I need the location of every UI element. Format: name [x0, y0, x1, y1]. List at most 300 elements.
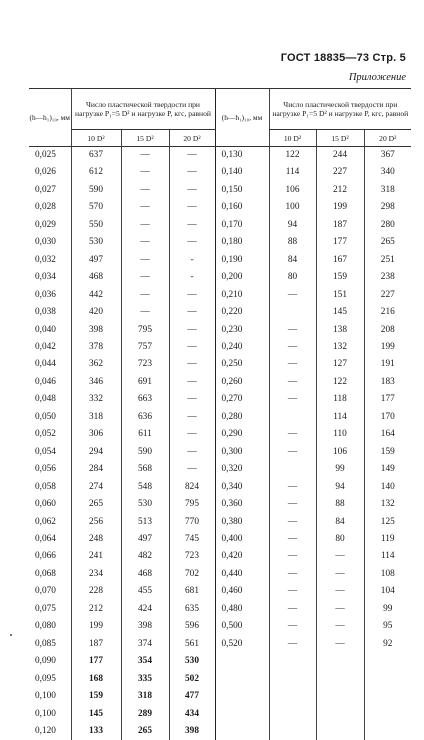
arg-cell: 0,054: [29, 444, 71, 461]
arg-cell: 0,046: [29, 374, 71, 391]
arg-cell: 0,034: [29, 269, 71, 286]
empty-cell: [269, 688, 316, 705]
appendix-label: Приложение: [349, 72, 406, 83]
table-row: [29, 164, 411, 181]
value-cell: 94: [316, 479, 364, 496]
arg-cell: 0,038: [29, 304, 71, 321]
value-cell: 199: [316, 199, 364, 216]
value-cell: 723: [121, 356, 169, 373]
value-cell: 177: [364, 391, 411, 408]
arg-cell: 0,180: [215, 234, 269, 251]
value-cell: 167: [316, 252, 364, 269]
value-cell: 170: [364, 409, 411, 426]
value-cell: 298: [364, 199, 411, 216]
value-cell: 140: [364, 479, 411, 496]
value-cell: 611: [121, 426, 169, 443]
arg-cell: 0,320: [215, 461, 269, 478]
arg-cell: 0,380: [215, 514, 269, 531]
value-cell: 318: [121, 688, 169, 705]
arg-cell: 0,460: [215, 583, 269, 600]
empty-cell: [215, 671, 269, 688]
arg-cell: 0,260: [215, 374, 269, 391]
table-row: [29, 444, 411, 461]
value-cell: 420: [71, 304, 121, 321]
value-cell: 637: [71, 147, 121, 165]
value-cell: —: [121, 287, 169, 304]
value-cell: 99: [316, 461, 364, 478]
value-cell: 94: [269, 217, 316, 234]
table-header-row: [29, 89, 411, 130]
value-cell: 127: [316, 356, 364, 373]
empty-cell: [316, 671, 364, 688]
value-cell: 455: [121, 583, 169, 600]
value-cell: —: [269, 496, 316, 513]
table-row: [29, 391, 411, 408]
table-row: [29, 147, 411, 165]
value-cell: 265: [364, 234, 411, 251]
arg-cell: 0,027: [29, 182, 71, 199]
arg-header-right: (h—h₁)₁₀, мм: [215, 89, 269, 147]
value-cell: —: [169, 287, 215, 304]
value-cell: 548: [121, 479, 169, 496]
table-row: [29, 531, 411, 548]
value-cell: 80: [316, 531, 364, 548]
table-row: [29, 496, 411, 513]
table-row: [29, 548, 411, 565]
value-cell: 145: [316, 304, 364, 321]
arg-cell: 0,250: [215, 356, 269, 373]
value-cell: —: [269, 287, 316, 304]
value-cell: 434: [169, 706, 215, 723]
value-cell: 590: [121, 444, 169, 461]
value-cell: 199: [71, 618, 121, 635]
value-cell: 442: [71, 287, 121, 304]
value-cell: 92: [364, 636, 411, 653]
value-cell: —: [169, 461, 215, 478]
value-cell: 335: [121, 671, 169, 688]
empty-cell: [269, 723, 316, 740]
value-cell: 274: [71, 479, 121, 496]
value-cell: 244: [316, 147, 364, 165]
arg-cell: 0,042: [29, 339, 71, 356]
arg-cell: 0,520: [215, 636, 269, 653]
table-row: [29, 706, 411, 723]
value-cell: 133: [71, 723, 121, 740]
value-cell: 187: [316, 217, 364, 234]
arg-cell: 0,060: [29, 496, 71, 513]
arg-cell: 0,028: [29, 199, 71, 216]
value-cell: 132: [364, 496, 411, 513]
table-row: [29, 339, 411, 356]
value-cell: 398: [121, 618, 169, 635]
value-cell: —: [121, 182, 169, 199]
value-cell: —: [316, 618, 364, 635]
empty-cell: [316, 688, 364, 705]
value-cell: 125: [364, 514, 411, 531]
value-cell: —: [269, 426, 316, 443]
value-cell: [269, 461, 316, 478]
value-cell: —: [269, 566, 316, 583]
value-cell: —: [269, 636, 316, 653]
value-cell: —: [269, 374, 316, 391]
arg-cell: 0,130: [215, 147, 269, 165]
table-row: [29, 514, 411, 531]
value-cell: 191: [364, 356, 411, 373]
value-cell: 132: [316, 339, 364, 356]
table-row: [29, 461, 411, 478]
value-cell: —: [169, 164, 215, 181]
value-cell: 80: [269, 269, 316, 286]
arg-cell: 0,480: [215, 601, 269, 618]
arg-cell: 0,220: [215, 304, 269, 321]
value-cell: 770: [169, 514, 215, 531]
value-cell: —: [121, 252, 169, 269]
arg-cell: 0,360: [215, 496, 269, 513]
arg-cell: 0,120: [29, 723, 71, 740]
value-cell: —: [121, 234, 169, 251]
value-cell: [269, 409, 316, 426]
arg-cell: 0,044: [29, 356, 71, 373]
value-cell: 367: [364, 147, 411, 165]
empty-cell: [215, 688, 269, 705]
value-cell: 691: [121, 374, 169, 391]
value-cell: 241: [71, 548, 121, 565]
value-cell: —: [169, 391, 215, 408]
value-cell: 177: [316, 234, 364, 251]
value-cell: 318: [71, 409, 121, 426]
value-cell: —: [269, 356, 316, 373]
value-cell: 114: [316, 409, 364, 426]
table-row: [29, 583, 411, 600]
value-cell: —: [169, 217, 215, 234]
load-header: 20 D²: [364, 130, 411, 147]
value-cell: 227: [316, 164, 364, 181]
arg-cell: 0,400: [215, 531, 269, 548]
arg-cell: 0,200: [215, 269, 269, 286]
empty-cell: [269, 671, 316, 688]
value-cell: 424: [121, 601, 169, 618]
arg-cell: 0,100: [29, 706, 71, 723]
table-row: [29, 426, 411, 443]
arg-cell: 0,290: [215, 426, 269, 443]
value-cell: 187: [71, 636, 121, 653]
value-cell: 340: [364, 164, 411, 181]
arg-cell: 0,420: [215, 548, 269, 565]
arg-cell: 0,170: [215, 217, 269, 234]
empty-cell: [364, 671, 411, 688]
empty-cell: [215, 706, 269, 723]
value-cell: —: [269, 618, 316, 635]
arg-cell: 0,029: [29, 217, 71, 234]
table-row: [29, 304, 411, 321]
arg-cell: 0,150: [215, 182, 269, 199]
value-cell: 104: [364, 583, 411, 600]
value-cell: —: [169, 182, 215, 199]
value-cell: —: [121, 147, 169, 165]
value-cell: 159: [316, 269, 364, 286]
value-cell: 251: [364, 252, 411, 269]
value-cell: —: [316, 583, 364, 600]
value-cell: 468: [71, 269, 121, 286]
value-cell: 183: [364, 374, 411, 391]
arg-cell: 0,230: [215, 322, 269, 339]
value-cell: 118: [316, 391, 364, 408]
arg-cell: 0,500: [215, 618, 269, 635]
value-cell: —: [269, 444, 316, 461]
value-cell: 346: [71, 374, 121, 391]
value-cell: 568: [121, 461, 169, 478]
value-cell: [269, 304, 316, 321]
table-row: [29, 601, 411, 618]
arg-cell: 0,280: [215, 409, 269, 426]
value-cell: 502: [169, 671, 215, 688]
value-cell: 723: [169, 548, 215, 565]
value-cell: 497: [71, 252, 121, 269]
value-cell: —: [269, 391, 316, 408]
table-row: [29, 374, 411, 391]
arg-cell: 0,062: [29, 514, 71, 531]
value-cell: —: [169, 444, 215, 461]
value-cell: —: [121, 269, 169, 286]
value-cell: 745: [169, 531, 215, 548]
value-cell: 378: [71, 339, 121, 356]
value-cell: 636: [121, 409, 169, 426]
value-cell: 663: [121, 391, 169, 408]
value-cell: —: [169, 234, 215, 251]
value-cell: 151: [316, 287, 364, 304]
value-cell: 306: [71, 426, 121, 443]
value-cell: 164: [364, 426, 411, 443]
arg-cell: 0,140: [215, 164, 269, 181]
table-body: [29, 147, 411, 740]
arg-cell: 0,240: [215, 339, 269, 356]
value-cell: 122: [316, 374, 364, 391]
value-cell: 702: [169, 566, 215, 583]
load-header: 10 D²: [71, 130, 121, 147]
load-header: 15 D²: [121, 130, 169, 147]
table-row: [29, 671, 411, 688]
arg-cell: 0,080: [29, 618, 71, 635]
value-cell: 228: [71, 583, 121, 600]
arg-cell: 0,440: [215, 566, 269, 583]
value-cell: 590: [71, 182, 121, 199]
value-cell: 795: [121, 322, 169, 339]
value-cell: 398: [169, 723, 215, 740]
value-cell: 681: [169, 583, 215, 600]
value-cell: 824: [169, 479, 215, 496]
value-cell: —: [269, 339, 316, 356]
table-row: [29, 322, 411, 339]
group-header-left: Число пластической твердости при нагрузке P₁=5 D² и нагрузке P, кгс, равной: [71, 89, 215, 130]
value-cell: 289: [121, 706, 169, 723]
value-cell: —: [269, 601, 316, 618]
value-cell: —: [169, 409, 215, 426]
value-cell: 318: [364, 182, 411, 199]
value-cell: —: [121, 199, 169, 216]
value-cell: —: [269, 479, 316, 496]
value-cell: 234: [71, 566, 121, 583]
arg-cell: 0,160: [215, 199, 269, 216]
table-row: [29, 217, 411, 234]
arg-cell: 0,300: [215, 444, 269, 461]
value-cell: 106: [269, 182, 316, 199]
empty-cell: [316, 706, 364, 723]
value-cell: 168: [71, 671, 121, 688]
table-row: [29, 287, 411, 304]
value-cell: 248: [71, 531, 121, 548]
value-cell: —: [169, 356, 215, 373]
value-cell: 635: [169, 601, 215, 618]
value-cell: 84: [316, 514, 364, 531]
arg-cell: 0,025: [29, 147, 71, 165]
value-cell: —: [269, 583, 316, 600]
table-row: [29, 566, 411, 583]
load-header: 20 D²: [169, 130, 215, 147]
arg-cell: 0,032: [29, 252, 71, 269]
arg-cell: 0,068: [29, 566, 71, 583]
value-cell: 332: [71, 391, 121, 408]
value-cell: 530: [121, 496, 169, 513]
value-cell: 106: [316, 444, 364, 461]
table-row: [29, 269, 411, 286]
arg-cell: 0,052: [29, 426, 71, 443]
empty-cell: [316, 723, 364, 740]
value-cell: 159: [364, 444, 411, 461]
table-row: [29, 636, 411, 653]
value-cell: 477: [169, 688, 215, 705]
value-cell: 149: [364, 461, 411, 478]
arg-cell: 0,270: [215, 391, 269, 408]
table-row: [29, 688, 411, 705]
value-cell: 513: [121, 514, 169, 531]
value-cell: 354: [121, 653, 169, 670]
table-row: [29, 356, 411, 373]
arg-cell: 0,030: [29, 234, 71, 251]
value-cell: 497: [121, 531, 169, 548]
arg-cell: 0,340: [215, 479, 269, 496]
arg-cell: 0,040: [29, 322, 71, 339]
value-cell: —: [269, 548, 316, 565]
empty-cell: [364, 723, 411, 740]
table-row: [29, 199, 411, 216]
empty-cell: [215, 723, 269, 740]
arg-cell: 0,064: [29, 531, 71, 548]
value-cell: -: [169, 269, 215, 286]
value-cell: 119: [364, 531, 411, 548]
table-row: [29, 252, 411, 269]
value-cell: 199: [364, 339, 411, 356]
value-cell: 212: [71, 601, 121, 618]
value-cell: 216: [364, 304, 411, 321]
value-cell: —: [269, 322, 316, 339]
value-cell: —: [269, 514, 316, 531]
value-cell: 114: [364, 548, 411, 565]
arg-cell: 0,085: [29, 636, 71, 653]
value-cell: 265: [71, 496, 121, 513]
arg-cell: 0,026: [29, 164, 71, 181]
value-cell: 596: [169, 618, 215, 635]
value-cell: —: [169, 199, 215, 216]
arg-cell: 0,066: [29, 548, 71, 565]
value-cell: 256: [71, 514, 121, 531]
value-cell: 114: [269, 164, 316, 181]
value-cell: —: [121, 217, 169, 234]
value-cell: 88: [269, 234, 316, 251]
hardness-table: [29, 88, 411, 740]
value-cell: 95: [364, 618, 411, 635]
arg-cell: 0,050: [29, 409, 71, 426]
value-cell: 265: [121, 723, 169, 740]
empty-cell: [364, 706, 411, 723]
value-cell: 757: [121, 339, 169, 356]
value-cell: —: [316, 548, 364, 565]
value-cell: 612: [71, 164, 121, 181]
arg-cell: 0,056: [29, 461, 71, 478]
value-cell: 374: [121, 636, 169, 653]
value-cell: 294: [71, 444, 121, 461]
value-cell: 530: [169, 653, 215, 670]
arg-cell: 0,058: [29, 479, 71, 496]
load-header: 15 D²: [316, 130, 364, 147]
value-cell: 99: [364, 601, 411, 618]
arg-cell: 0,070: [29, 583, 71, 600]
value-cell: —: [169, 304, 215, 321]
value-cell: —: [269, 531, 316, 548]
table-row: [29, 479, 411, 496]
value-cell: 561: [169, 636, 215, 653]
arg-cell: 0,095: [29, 671, 71, 688]
arg-header-left: (h—h₁)₁₀, мм: [29, 89, 71, 147]
page-speck: [10, 634, 12, 636]
table-row: [29, 409, 411, 426]
table-row: [29, 618, 411, 635]
value-cell: 362: [71, 356, 121, 373]
value-cell: 208: [364, 322, 411, 339]
value-cell: —: [169, 426, 215, 443]
arg-cell: 0,036: [29, 287, 71, 304]
value-cell: —: [316, 601, 364, 618]
value-cell: 238: [364, 269, 411, 286]
value-cell: —: [316, 636, 364, 653]
value-cell: 398: [71, 322, 121, 339]
arg-cell: 0,210: [215, 287, 269, 304]
value-cell: —: [169, 322, 215, 339]
value-cell: 84: [269, 252, 316, 269]
value-cell: 482: [121, 548, 169, 565]
value-cell: —: [121, 304, 169, 321]
value-cell: 100: [269, 199, 316, 216]
value-cell: 570: [71, 199, 121, 216]
table-row: [29, 182, 411, 199]
load-header: 10 D²: [269, 130, 316, 147]
value-cell: 122: [269, 147, 316, 165]
table-row: [29, 723, 411, 740]
arg-cell: 0,075: [29, 601, 71, 618]
value-cell: 280: [364, 217, 411, 234]
empty-cell: [364, 688, 411, 705]
value-cell: 530: [71, 234, 121, 251]
value-cell: 284: [71, 461, 121, 478]
empty-cell: [269, 706, 316, 723]
value-cell: 88: [316, 496, 364, 513]
value-cell: 795: [169, 496, 215, 513]
value-cell: 212: [316, 182, 364, 199]
arg-cell: 0,090: [29, 653, 71, 670]
value-cell: 159: [71, 688, 121, 705]
value-cell: 177: [71, 653, 121, 670]
value-cell: —: [169, 339, 215, 356]
group-header-right: Число пластической твердости при нагрузке P₁=5 D² и нагрузке P, кгс, равной: [269, 89, 411, 130]
